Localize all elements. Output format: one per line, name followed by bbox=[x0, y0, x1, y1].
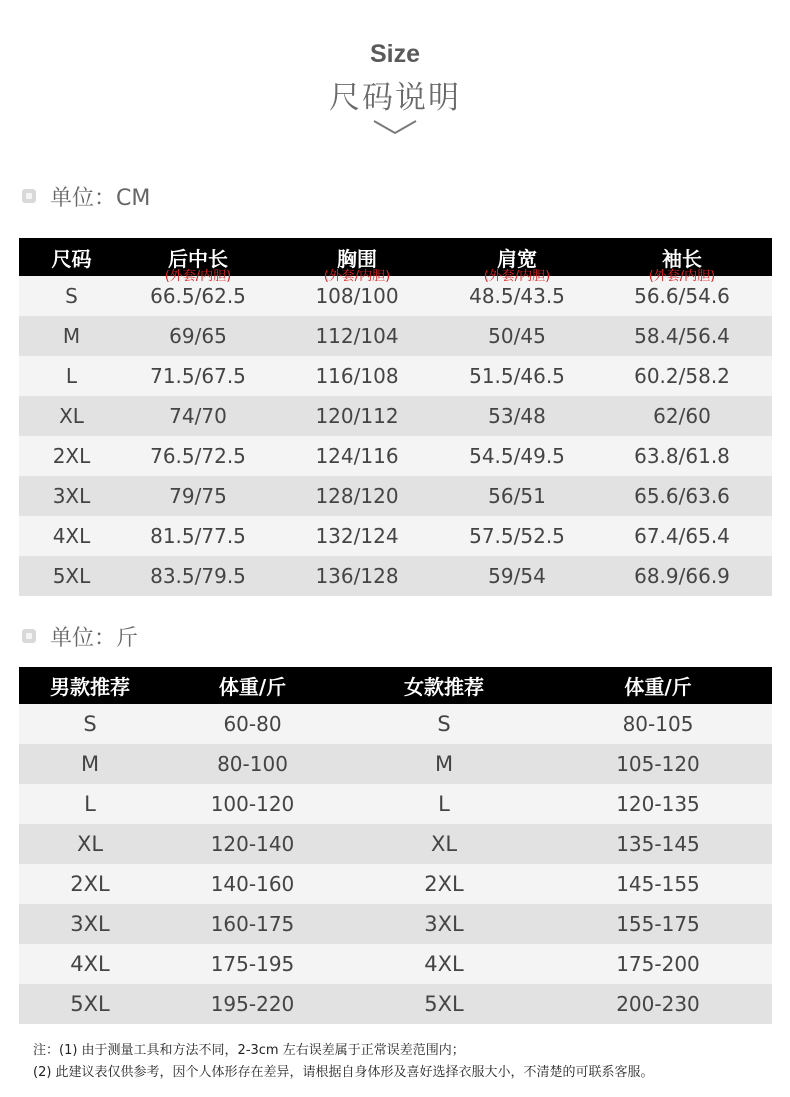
column-header: 女款推荐 bbox=[404, 675, 484, 699]
table-cell: 62/60 bbox=[653, 404, 711, 428]
table-cell: 79/75 bbox=[169, 484, 227, 508]
table-cell: M bbox=[434, 752, 454, 776]
column-header: 男款推荐 bbox=[50, 675, 130, 699]
table-cell: 124/116 bbox=[315, 444, 399, 468]
outer-inner-note: (外套/内胆) bbox=[164, 269, 232, 284]
unit-row-cm bbox=[22, 181, 150, 211]
table-cell: 81.5/77.5 bbox=[150, 524, 246, 548]
table-cell: 155-175 bbox=[616, 912, 700, 936]
table-row bbox=[19, 356, 772, 396]
table-cell: 112/104 bbox=[315, 324, 399, 348]
table-cell: 54.5/49.5 bbox=[469, 444, 565, 468]
table-row bbox=[19, 984, 772, 1024]
table-cell: 175-200 bbox=[616, 952, 700, 976]
page-heading-en: Size bbox=[369, 40, 421, 68]
table-cell: S bbox=[83, 712, 97, 736]
table-cell: L bbox=[438, 792, 450, 816]
note-line: 注：(1) 由于测量工具和方法不同，2-3cm 左右误差属于正常误差范围内； bbox=[33, 1043, 465, 1058]
table-cell: 2XL bbox=[70, 872, 110, 896]
table-cell: 2XL bbox=[424, 872, 464, 896]
unit-label: 单位：CM bbox=[50, 185, 151, 211]
table-cell: S bbox=[437, 712, 451, 736]
table-cell: 116/108 bbox=[315, 364, 399, 388]
table-cell: 57.5/52.5 bbox=[469, 524, 565, 548]
table-row bbox=[19, 476, 772, 516]
outer-inner-note: (外套/内胆) bbox=[483, 269, 551, 284]
table-cell: XL bbox=[430, 832, 458, 856]
table-cell: 4XL bbox=[52, 524, 91, 548]
table-row bbox=[19, 904, 772, 944]
table-cell: 83.5/79.5 bbox=[150, 564, 246, 588]
table-cell: 105-120 bbox=[616, 752, 700, 776]
table-cell: 140-160 bbox=[210, 872, 295, 896]
column-header: 袖长 bbox=[662, 246, 702, 271]
column-header: 体重/斤 bbox=[624, 675, 692, 699]
table-cell: 2XL bbox=[52, 444, 91, 468]
unit-label: 单位：斤 bbox=[50, 625, 139, 651]
table-cell: 56/51 bbox=[488, 484, 546, 508]
square-bullet-icon bbox=[22, 629, 36, 643]
table-cell: 5XL bbox=[70, 992, 110, 1016]
table-cell: 58.4/56.4 bbox=[634, 324, 730, 348]
table-cell: 71.5/67.5 bbox=[150, 364, 246, 388]
size-chart-table bbox=[19, 238, 772, 596]
table-cell: M bbox=[80, 752, 100, 776]
table-row bbox=[19, 944, 772, 984]
table-cell: 160-175 bbox=[210, 912, 295, 936]
table-cell: 195-220 bbox=[210, 992, 295, 1016]
square-bullet-icon bbox=[22, 189, 36, 203]
table-cell: 3XL bbox=[52, 484, 91, 508]
table-cell: 4XL bbox=[424, 952, 464, 976]
table-row bbox=[19, 316, 772, 356]
table-cell: 3XL bbox=[70, 912, 110, 936]
table-cell: 76.5/72.5 bbox=[150, 444, 246, 468]
table-cell: 74/70 bbox=[169, 404, 227, 428]
table-cell: 69/65 bbox=[169, 324, 227, 348]
note-line: (2) 此建议表仅供参考，因个人体形存在差异，请根据自身体形及喜好选择衣服大小，不清楚的可联系客服。 bbox=[33, 1065, 654, 1080]
table-cell: 200-230 bbox=[616, 992, 700, 1016]
table-cell: 135-145 bbox=[616, 832, 700, 856]
table-row bbox=[19, 556, 772, 596]
table-cell: XL bbox=[76, 832, 104, 856]
column-header: 肩宽 bbox=[497, 246, 537, 271]
table-row bbox=[19, 276, 772, 316]
table-cell: 63.8/61.8 bbox=[634, 444, 730, 468]
table-row bbox=[19, 704, 772, 744]
table-cell: 145-155 bbox=[616, 872, 700, 896]
table-cell: 51.5/46.5 bbox=[469, 364, 565, 388]
table-row bbox=[19, 864, 772, 904]
table-cell: 56.6/54.6 (外套/内胆) bbox=[592, 276, 772, 316]
table-row bbox=[19, 784, 772, 824]
table-cell: 80-100 bbox=[217, 752, 288, 776]
table-header-row bbox=[19, 667, 772, 704]
table-cell: 65.6/63.6 bbox=[634, 484, 730, 508]
chevron-down-icon bbox=[372, 118, 418, 136]
table-cell: M bbox=[62, 324, 81, 348]
column-header: 胸围 bbox=[337, 246, 377, 271]
table-cell: 48.5/43.5 (外套/内胆) bbox=[442, 276, 592, 316]
table-cell: 60.2/58.2 bbox=[634, 364, 730, 388]
table-row bbox=[19, 744, 772, 784]
table-row bbox=[19, 436, 772, 476]
page-heading-cn: 尺码说明 bbox=[329, 80, 461, 116]
table-cell: S bbox=[65, 284, 78, 308]
table-cell: 128/120 bbox=[315, 484, 399, 508]
table-cell: 132/124 bbox=[315, 524, 399, 548]
table-cell: 120-135 bbox=[616, 792, 700, 816]
table-cell: 108/100 (外套/内胆) bbox=[272, 276, 442, 316]
table-cell: L bbox=[84, 792, 96, 816]
table-cell: 53/48 bbox=[488, 404, 546, 428]
table-cell: 59/54 bbox=[488, 564, 546, 588]
table-cell: 136/128 bbox=[315, 564, 399, 588]
table-cell: 67.4/65.4 bbox=[634, 524, 730, 548]
table-cell: XL bbox=[59, 404, 84, 428]
table-cell: 66.5/62.5 (外套/内胆) bbox=[124, 276, 272, 316]
weight-chart-table bbox=[19, 667, 772, 1024]
table-cell: L bbox=[65, 364, 78, 388]
table-cell: 4XL bbox=[70, 952, 110, 976]
table-cell: 5XL bbox=[52, 564, 91, 588]
table-cell: 5XL bbox=[424, 992, 464, 1016]
table-cell: 100-120 bbox=[210, 792, 295, 816]
column-header: 尺码 bbox=[51, 246, 92, 271]
table-cell: 3XL bbox=[424, 912, 464, 936]
outer-inner-note: (外套/内胆) bbox=[323, 269, 391, 284]
table-cell: 120-140 bbox=[210, 832, 295, 856]
unit-row-jin bbox=[22, 621, 138, 651]
table-cell: 50/45 bbox=[488, 324, 546, 348]
notes bbox=[33, 1040, 654, 1084]
table-row bbox=[19, 824, 772, 864]
column-header: 体重/斤 bbox=[218, 675, 287, 699]
outer-inner-note: (外套/内胆) bbox=[648, 269, 716, 284]
table-row bbox=[19, 516, 772, 556]
table-cell: 120/112 bbox=[315, 404, 399, 428]
table-cell: 80-105 bbox=[622, 712, 694, 736]
table-row bbox=[19, 396, 772, 436]
table-cell: 68.9/66.9 bbox=[634, 564, 730, 588]
table-cell: 60-80 bbox=[223, 712, 282, 736]
column-header: 后中长 bbox=[168, 246, 228, 271]
table-cell: 175-195 bbox=[210, 952, 295, 976]
